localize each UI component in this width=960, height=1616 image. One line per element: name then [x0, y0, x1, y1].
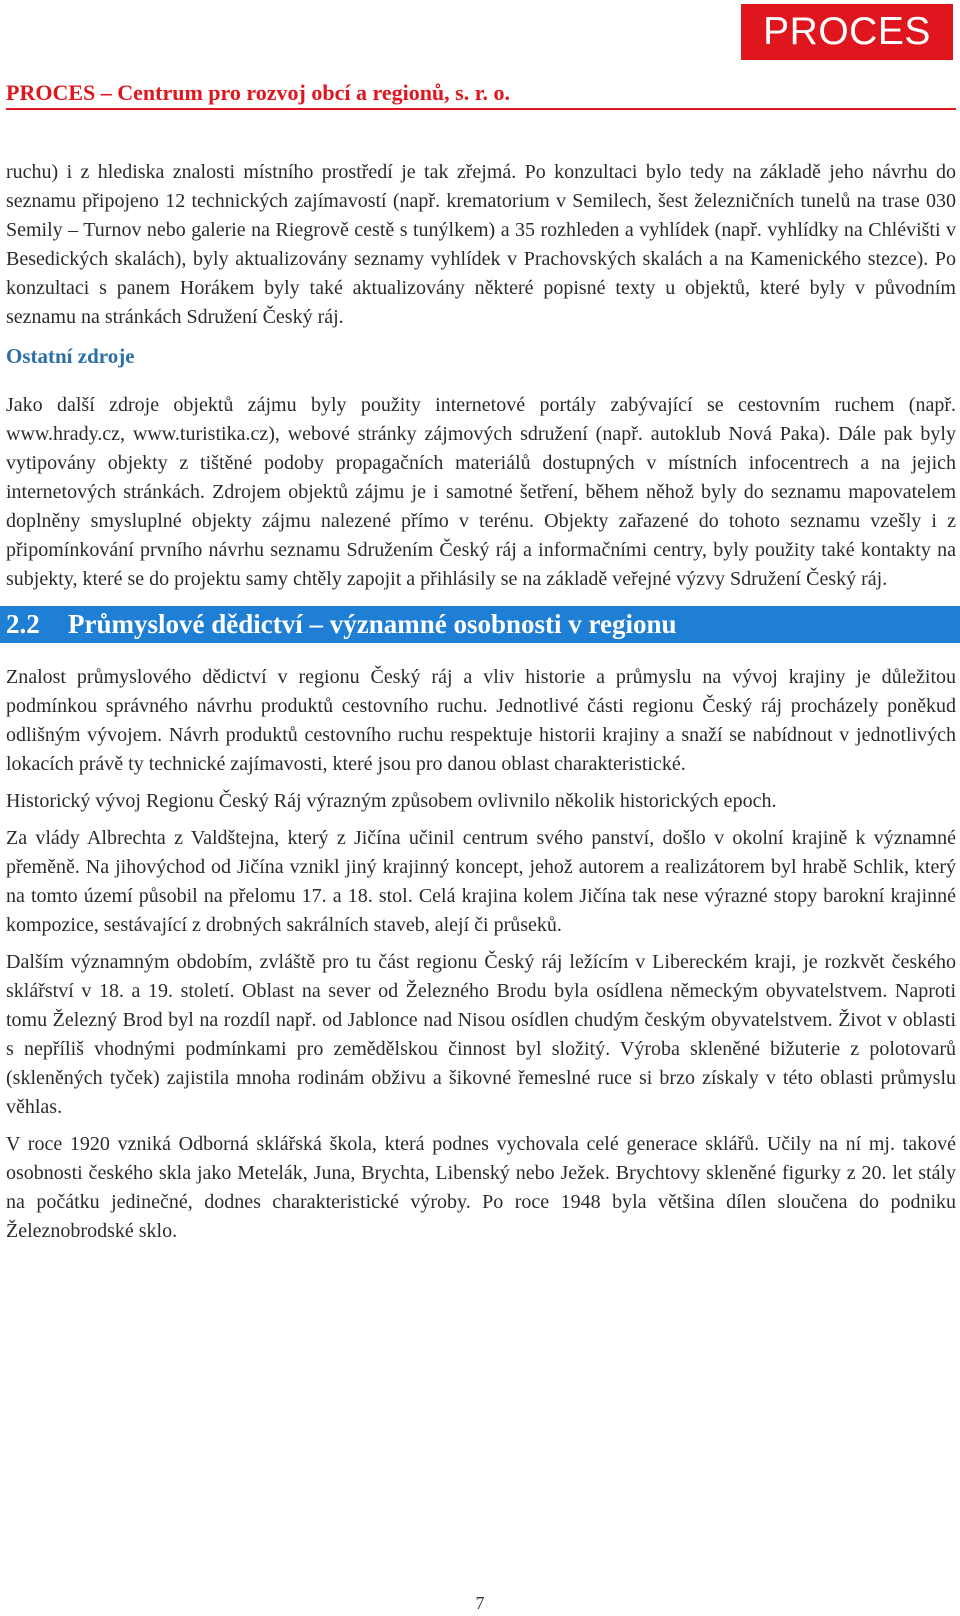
paragraph: Historický vývoj Regionu Český Ráj výrazným způsobem ovlivnilo několik historických epoch.: [6, 790, 777, 812]
proces-logo: PROCES: [741, 4, 953, 60]
paragraph: Znalost průmyslového dědictví v regionu Český ráj a vliv historie a průmyslu na vývoj krajiny je důležitou podmínkou správného návrhu produktů cestovního ruchu. Jednotlivé části regionu Český ráj procházely poněkud odlišným vývojem. Návrh produktů cestovního ruchu respektuje historii krajiny a snaží se nabídnout v jednotlivých lokacích právě ty technické zajímavosti, které jsou pro danou oblast charakteristické.: [6, 666, 956, 775]
paragraph: Dalším významným obdobím, zvláště pro tu část regionu Český ráj ležícím v Libereckém kraji, je rozkvět českého sklářství v 18. a 19. století. Oblast na sever od Železného Brodu byla osídlena německým obyvatelstvem. Naproti tomu Železný Brod byl na rozdíl např. od Jablonce nad Nisou osídlen chudým českým obyvatelstvem. Život v oblasti s nepříliš vhodnými podmínkami pro zemědělskou činnost byl složitý. Výroba skleněné bižuterie z polotovarů (skleněných tyček) zajistila mnoha rodinám obživu a šikovné řemeslné ruce si brzo získaly v této oblasti průmyslu věhlas.: [6, 951, 956, 1118]
section-title: Průmyslové dědictví – významné osobnosti v regionu: [68, 609, 677, 639]
subheading-other-sources: Ostatní zdroje: [6, 344, 135, 368]
paragraph: Za vlády Albrechta z Valdštejna, který z Jičína učinil centrum svého panství, došlo v okolní krajině k významné přeměně. Na jihovýchod od Jičína vznikl jiný krajinný koncept, jehož autorem a realizátorem byl hrabě Schlik, který na tomto území působil na přelomu 17. a 18. stol. Celá krajina kolem Jičína tak nese výrazné stopy barokní krajinné kompozice, sestávající z drobných sakrálních staveb, alejí či průseků.: [6, 827, 956, 936]
section-heading: [0, 606, 960, 643]
page-number: 7: [475, 1593, 485, 1613]
page-content: [6, 158, 956, 1254]
section-number: 2.2: [6, 609, 40, 639]
document-header: PROCES – Centrum pro rozvoj obcí a regionů, s. r. o.: [6, 80, 956, 110]
paragraph: V roce 1920 vzniká Odborná sklářská škola, která podnes vychovala celé generace sklářů. Učily na ní mj. takové osobnosti českého skla jako Metelák, Juna, Brychta, Libenský nebo Ježek. Brychtovy skleněné figurky z 20. let stály na počátku jedinečné, dodnes charakteristické výroby. Po roce 1948 byla většina dílen sloučena do podniku Železnobrodské sklo.: [6, 1133, 956, 1242]
paragraph: ruchu) i z hlediska znalosti místního prostředí je tak zřejmá. Po konzultaci bylo tedy na základě jeho návrhu do seznamu připojeno 12 technických zajímavostí (např. krematorium v Semilech, šest železničních tunelů na trase 030 Semily – Turnov nebo galerie na Riegrově cestě s tunýlkem) a 35 rozhleden a vyhlídek (např. vyhlídky na Chlévišti v Besedických skalách), byly aktualizovány seznamy vyhlídek v Prachovských skalách a na Kamenického stezce). Po konzultaci s panem Horákem byly také aktualizovány některé popisné texty u objektů, které byly v původním seznamu na stránkách Sdružení Český ráj.: [6, 161, 956, 328]
paragraph: Jako další zdroje objektů zájmu byly použity internetové portály zabývající se cestovním ruchem (např. www.hrady.cz, www.turistika.cz), webové stránky zájmových sdružení (např. autoklub Nová Paka). Dále pak byly vytipovány objekty z tištěné podoby propagačních materiálů dostupných v místních infocentrech a na jejich internetových stránkách. Zdrojem objektů zájmu je i samotné šetření, během něhož byly do seznamu mapovatelem doplněny smysluplné objekty zájmu nalezené přímo v terénu. Objekty zařazené do tohoto seznamu vzešly i z připomínkování prvního návrhu seznamu Sdružením Český ráj a informačními centry, byly použity také kontakty na subjekty, které se do projektu samy chtěly zapojit a přihlásily se na základě veřejné výzvy Sdružení Český ráj.: [6, 394, 956, 590]
